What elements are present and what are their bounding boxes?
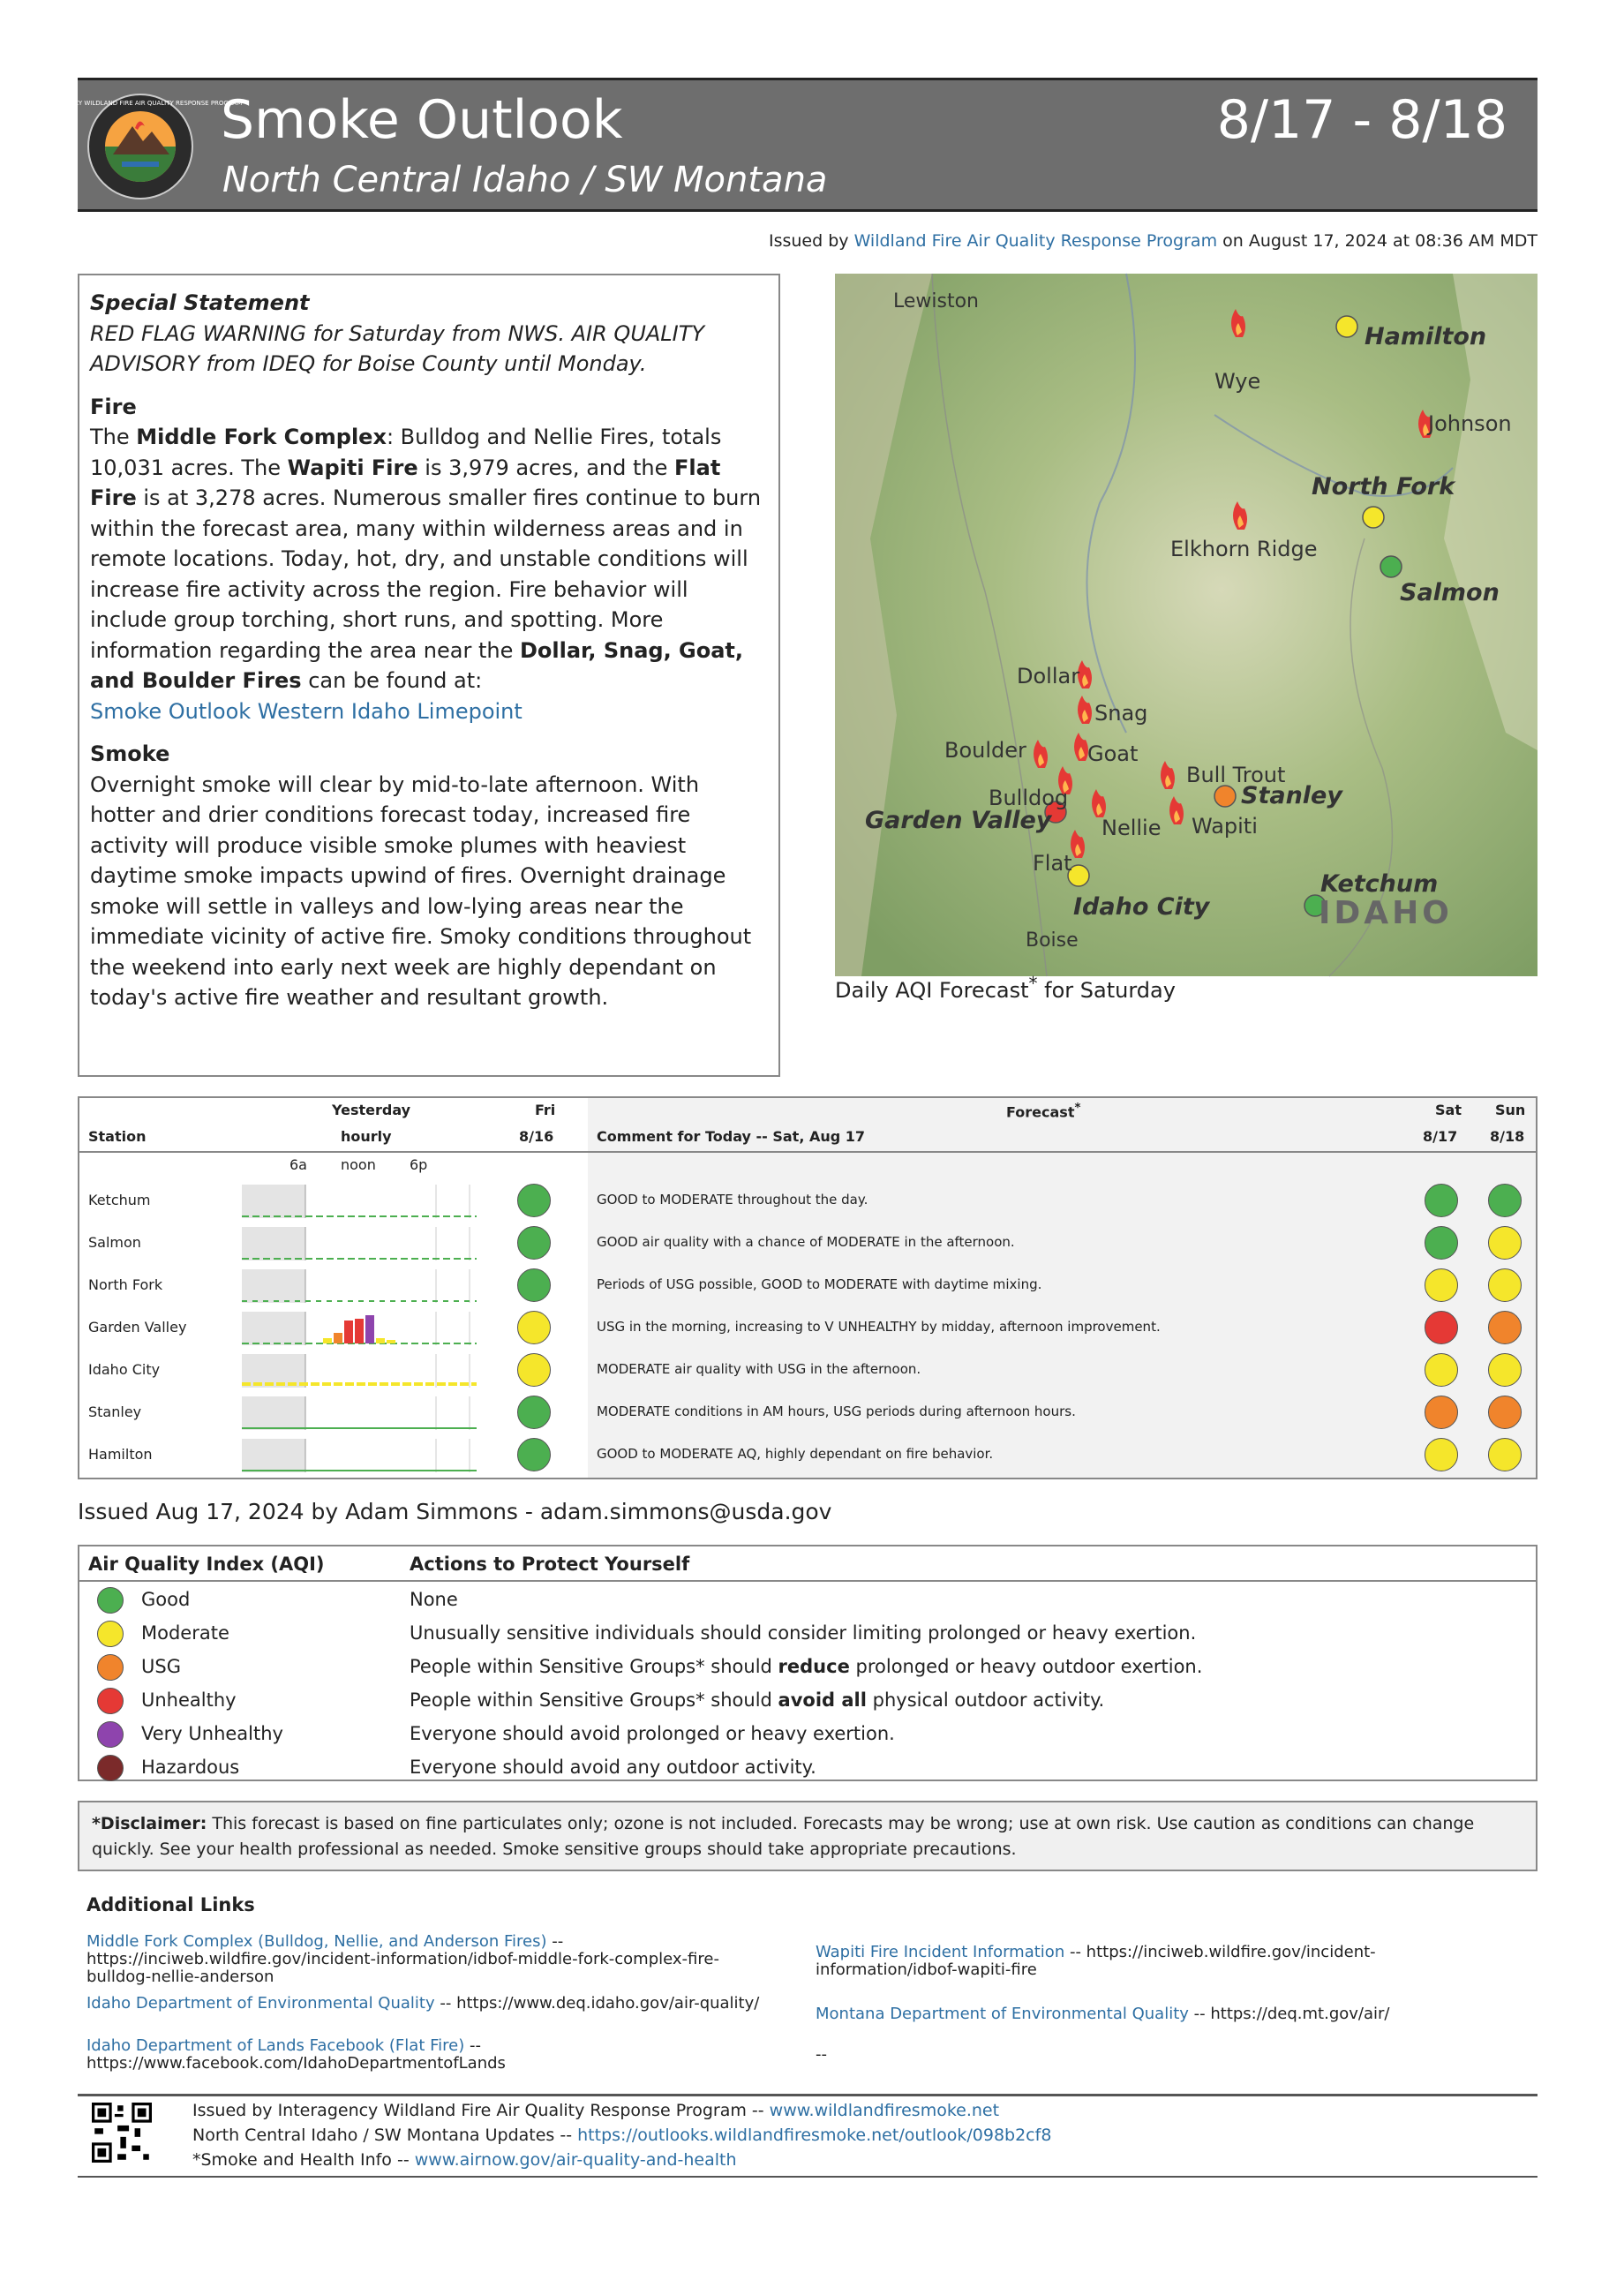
hourly-sparkline: [242, 1396, 477, 1430]
fri-aqi-dot: [517, 1396, 551, 1429]
smoke-text: Overnight smoke will clear by mid-to-late afternoon. With hotter and drier conditions forecast today, increased fire activity will produce visible smoke plumes with heaviest daytime smoke impacts upwind of fires. Overnight drainage smoke will settle in valleys and low-lying areas near the immediate vicinity of active fire. Smoky conditions throughout the weekend into early next week are highly dependant on today's active fire weather and resultant growth.: [90, 771, 752, 1010]
hourly-sparkline: [242, 1185, 477, 1218]
sat-aqi-dot: [1425, 1353, 1458, 1387]
link-montana-deq[interactable]: Montana Department of Environmental Quality: [816, 2005, 1189, 2023]
disclaimer-label: *Disclaimer:: [92, 1814, 207, 1833]
fire-b4: Dollar, Snag, Goat, and Boulder Fires: [90, 637, 744, 693]
aqi-action: [410, 1589, 458, 1610]
disclaimer-text: This forecast is based on fine particulates only; ozone is not included. Forecasts may be wrong; use at own risk. Use caution as conditions can change quickly. See your health professional as needed. Smoke sensitive groups should take appropriate precautions.: [92, 1814, 1475, 1859]
map-label-idaho: IDAHO: [1319, 895, 1453, 931]
page-title: Smoke Outlook: [221, 89, 623, 151]
map-label-ketchum: Ketchum: [1320, 870, 1439, 898]
fri-aqi-dot: [517, 1353, 551, 1387]
map-label-wapiti: Wapiti: [1192, 814, 1258, 839]
header-forecast-sup: *: [1074, 1102, 1081, 1115]
header-fri: Fri: [535, 1102, 556, 1118]
aqi-row: [79, 1617, 1536, 1651]
sun-aqi-dot: [1488, 1226, 1522, 1260]
aqi-level-name: Moderate: [141, 1622, 229, 1644]
fire-b2: Wapiti Fire: [287, 455, 418, 480]
link-item: [86, 1995, 784, 2013]
sun-aqi-dot: [1488, 1438, 1522, 1471]
station-name: Ketchum: [88, 1192, 151, 1208]
header-sat-date: 8/17: [1423, 1128, 1458, 1145]
header-banner: [38, 78, 1538, 212]
fire-b3: Flat Fire: [90, 455, 721, 510]
header-yesterday: Yesterday: [332, 1102, 411, 1118]
aqi-action: [410, 1689, 1104, 1711]
map-label-elkhorn: Elkhorn Ridge: [1170, 537, 1318, 561]
aqi-action: [410, 1757, 816, 1778]
station-name: Hamilton: [88, 1446, 153, 1463]
fire-title: Fire: [90, 394, 137, 419]
link-url: -- https://inciweb.wildfire.gov/incident-information/idbof-wapiti-fire: [816, 1943, 1376, 1979]
fire-p1: The: [90, 425, 137, 449]
aqi-station-dot: [1336, 316, 1357, 337]
limepoint-link[interactable]: Smoke Outlook Western Idaho Limepoint: [90, 698, 523, 724]
row-comment: GOOD air quality with a chance of MODERATE in the afternoon.: [597, 1234, 1015, 1250]
link-idaho-deq[interactable]: Idaho Department of Environmental Quality: [86, 1994, 435, 2013]
statement-box: [78, 274, 780, 1077]
aqi-station-dot: [1214, 786, 1236, 807]
sat-aqi-dot: [1425, 1438, 1458, 1471]
sat-aqi-dot: [1425, 1311, 1458, 1344]
fire-p4: is at 3,278 acres. Numerous smaller fires continue to burn within the forecast area, many within wilderness areas and in remote locations. Today, hot, dry, and unstable conditions will increase fire activity across the region. Fire behavior will include group torching, short runs, and spotting. More information regarding the area near the: [90, 485, 762, 663]
hourly-sparkline: [242, 1227, 477, 1260]
table-row: [79, 1264, 1536, 1306]
map-label-stanley: Stanley: [1241, 782, 1342, 809]
header-sun: Sun: [1495, 1102, 1526, 1118]
link-url: --: [816, 2045, 827, 2064]
fri-aqi-dot: [517, 1438, 551, 1471]
station-forecast-table: [78, 1096, 1538, 1479]
special-statement-text: RED FLAG WARNING for Saturday from NWS. AIR QUALITY ADVISORY from IDEQ for Boise County until Monday.: [90, 320, 705, 376]
fri-aqi-dot: [517, 1184, 551, 1217]
map-label-bulldog: Bulldog: [989, 786, 1069, 810]
region-subtitle: North Central Idaho / SW Montana: [222, 160, 828, 200]
footer-line-1: [192, 2101, 999, 2120]
hourly-sparkline: [242, 1354, 477, 1388]
aqi-station-dot: [1380, 556, 1402, 577]
aqi-level-name: Hazardous: [141, 1757, 240, 1778]
map-caption-sup: *: [1028, 973, 1038, 994]
link-item: [816, 2005, 1513, 2023]
header-forecast: [1006, 1102, 1080, 1120]
link-url: -- https://www.facebook.com/IdahoDepartmentofLands: [86, 2036, 506, 2073]
table-header-rule: [79, 1151, 1536, 1153]
aqi-row: [79, 1718, 1536, 1751]
aqi-map: [835, 274, 1538, 976]
aqi-station-dot: [1363, 507, 1384, 528]
map-label-nellie: Nellie: [1101, 816, 1162, 840]
row-comment: GOOD to MODERATE AQ, highly dependant on fire behavior.: [597, 1446, 994, 1462]
aqi-header-rule: [79, 1580, 1536, 1582]
link-url: -- https://deq.mt.gov/air/: [1188, 2005, 1390, 2023]
table-row: [79, 1306, 1536, 1349]
sun-aqi-dot: [1488, 1184, 1522, 1217]
link-middle-fork[interactable]: Middle Fork Complex (Bulldog, Nellie, and Anderson Fires): [86, 1932, 547, 1951]
footer-line-1-text: Issued by Interagency Wildland Fire Air Quality Response Program --: [192, 2101, 770, 2120]
disclaimer-box: [78, 1801, 1538, 1871]
aqi-action-pre: People within Sensitive Groups* should: [410, 1689, 778, 1711]
sat-aqi-dot: [1425, 1396, 1458, 1429]
special-statement-title: Special Statement: [90, 290, 310, 315]
map-svg: [835, 274, 1538, 976]
footer-link-wildlandfiresmoke[interactable]: www.wildlandfiresmoke.net: [769, 2101, 1000, 2120]
map-label-dollar: Dollar: [1017, 664, 1080, 688]
sun-aqi-dot: [1488, 1396, 1522, 1429]
station-name: Idaho City: [88, 1361, 161, 1378]
header-forecast-text: Forecast: [1006, 1103, 1075, 1121]
link-idaho-lands[interactable]: Idaho Department of Lands Facebook (Flat Fire): [86, 2036, 465, 2055]
aqi-action-pre: None: [410, 1589, 458, 1610]
smoke-title: Smoke: [90, 741, 170, 766]
map-label-north-fork: North Fork: [1312, 473, 1455, 500]
hourly-sparkline: [242, 1312, 477, 1345]
aqi-level-name: Good: [141, 1589, 191, 1610]
aqi-header-index: Air Quality Index (AQI): [88, 1554, 325, 1575]
footer-rule-top: [78, 2094, 1538, 2096]
link-item: [816, 1944, 1513, 1979]
aqi-color-dot: [97, 1721, 124, 1748]
footer-line-3: [192, 2150, 737, 2170]
aqi-action-bold: reduce: [778, 1656, 850, 1677]
aqi-color-dot: [97, 1587, 124, 1614]
link-url: -- https://inciweb.wildfire.gov/incident-information/idbof-middle-fork-complex-fire-bulldog-nellie-anderson: [86, 1932, 719, 1986]
qr-code-icon: [92, 2103, 152, 2163]
map-label-garden-valley: Garden Valley: [865, 807, 1052, 834]
map-caption-post: for Saturday: [1037, 978, 1176, 1003]
aqi-action-pre: Everyone should avoid any outdoor activity.: [410, 1757, 816, 1778]
aqi-action: [410, 1723, 895, 1744]
aqi-color-dot: [97, 1654, 124, 1681]
map-label-johnson: Johnson: [1428, 411, 1512, 436]
hourly-sparkline: [242, 1439, 477, 1472]
header-sun-date: 8/18: [1490, 1128, 1525, 1145]
tick-6p: 6p: [410, 1156, 428, 1173]
footer-link-outlook[interactable]: https://outlooks.wildlandfiresmoke.net/outlook/098b2cf8: [577, 2126, 1052, 2145]
sat-aqi-dot: [1425, 1268, 1458, 1302]
station-name: Garden Valley: [88, 1319, 187, 1336]
header-station: Station: [88, 1128, 147, 1145]
row-comment: USG in the morning, increasing to V UNHEALTHY by midday, afternoon improvement.: [597, 1319, 1161, 1335]
table-row: [79, 1433, 1536, 1476]
aqi-color-dot: [97, 1755, 124, 1781]
sun-aqi-dot: [1488, 1268, 1522, 1302]
sat-aqi-dot: [1425, 1184, 1458, 1217]
row-comment: MODERATE conditions in AM hours, USG periods during afternoon hours.: [597, 1403, 1076, 1419]
fire-b1: Middle Fork Complex: [136, 425, 387, 449]
table-row: [79, 1349, 1536, 1391]
hourly-sparkline: [242, 1269, 477, 1303]
logo-text: INTERAGENCY WILDLAND FIRE AIR QUALITY RESPONSE PROGRAM: [38, 100, 243, 107]
aqi-level-name: Very Unhealthy: [141, 1723, 283, 1744]
aqi-row: [79, 1584, 1536, 1617]
aqi-row: [79, 1651, 1536, 1684]
aqi-action-pre: Everyone should avoid prolonged or heavy exertion.: [410, 1723, 895, 1744]
link-wapiti[interactable]: Wapiti Fire Incident Information: [816, 1943, 1065, 1961]
issued-suffix: on August 17, 2024 at 08:36 AM MDT: [1217, 231, 1538, 251]
program-link[interactable]: Wildland Fire Air Quality Response Program: [853, 231, 1218, 251]
aqi-action: [410, 1656, 1202, 1677]
sun-aqi-dot: [1488, 1353, 1522, 1387]
aqi-legend-table: [78, 1545, 1538, 1781]
station-name: North Fork: [88, 1276, 163, 1293]
link-item: [816, 2046, 1513, 2064]
aqi-action-post: prolonged or heavy outdoor exertion.: [849, 1656, 1203, 1677]
row-comment: GOOD to MODERATE throughout the day.: [597, 1192, 868, 1208]
map-label-salmon: Salmon: [1400, 579, 1500, 606]
aqi-action-post: physical outdoor activity.: [866, 1689, 1105, 1711]
header-comment: Comment for Today -- Sat, Aug 17: [597, 1128, 866, 1145]
aqi-action-pre: Unusually sensitive individuals should consider limiting prolonged or heavy exertion.: [410, 1622, 1197, 1644]
aqi-level-name: Unhealthy: [141, 1689, 237, 1711]
station-name: Stanley: [88, 1403, 142, 1420]
map-label-idaho-city: Idaho City: [1073, 893, 1210, 921]
date-range: 8/17 - 8/18: [1216, 89, 1507, 151]
table-row: [79, 1391, 1536, 1433]
sat-aqi-dot: [1425, 1226, 1458, 1260]
map-caption-text: Daily AQI Forecast: [835, 978, 1029, 1003]
map-label-snag: Snag: [1094, 701, 1148, 726]
map-label-flat: Flat: [1033, 851, 1072, 876]
links-title: Additional Links: [86, 1894, 255, 1915]
map-label-hamilton: Hamilton: [1365, 323, 1487, 350]
fri-aqi-dot: [517, 1268, 551, 1302]
sun-aqi-dot: [1488, 1311, 1522, 1344]
link-item: [86, 2037, 784, 2073]
fire-p3: is 3,979 acres, and the: [417, 455, 674, 480]
link-item: [86, 1933, 784, 1986]
footer-line-2: [192, 2126, 1051, 2145]
table-row: [79, 1222, 1536, 1264]
map-label-boise: Boise: [1026, 929, 1079, 952]
tick-6a: 6a: [289, 1156, 307, 1173]
fire-p2: : Bulldog and Nellie Fires, totals 10,031 acres. The: [90, 425, 722, 480]
issued-by: Issued Aug 17, 2024 by Adam Simmons - adam.simmons@usda.gov: [78, 1499, 832, 1524]
footer-link-airnow[interactable]: www.airnow.gov/air-quality-and-health: [414, 2150, 737, 2170]
map-label-lewiston: Lewiston: [893, 290, 980, 312]
map-label-wye: Wye: [1214, 369, 1261, 394]
fri-aqi-dot: [517, 1226, 551, 1260]
program-logo: [38, 93, 243, 200]
aqi-action-pre: People within Sensitive Groups* should: [410, 1656, 778, 1677]
fire-p5: can be found at:: [301, 668, 483, 693]
link-url: -- https://www.deq.idaho.gov/air-quality/: [434, 1994, 760, 2013]
fire-text: [90, 422, 768, 726]
issued-line: [769, 231, 1538, 251]
aqi-row: [79, 1684, 1536, 1718]
aqi-header-actions: Actions to Protect Yourself: [410, 1554, 690, 1575]
table-row: [79, 1179, 1536, 1222]
station-name: Salmon: [88, 1234, 141, 1251]
row-comment: MODERATE air quality with USG in the afternoon.: [597, 1361, 921, 1377]
aqi-action: [410, 1622, 1196, 1644]
footer-line-2-text: North Central Idaho / SW Montana Updates --: [192, 2126, 578, 2145]
aqi-color-dot: [97, 1621, 124, 1647]
header-sat: Sat: [1435, 1102, 1462, 1118]
footer-rule-bottom: [78, 2176, 1538, 2178]
aqi-action-bold: avoid all: [778, 1689, 867, 1711]
aqi-row: [79, 1751, 1536, 1785]
map-label-boulder: Boulder: [944, 738, 1026, 763]
issued-prefix: Issued by: [768, 231, 854, 251]
tick-noon: noon: [341, 1156, 376, 1173]
fri-aqi-dot: [517, 1311, 551, 1344]
map-caption: [835, 973, 1176, 1003]
map-label-goat: Goat: [1087, 741, 1139, 766]
header-hourly: hourly: [341, 1128, 392, 1145]
aqi-level-name: USG: [141, 1656, 181, 1677]
map-label-bull-trout: Bull Trout: [1186, 763, 1286, 787]
row-comment: Periods of USG possible, GOOD to MODERATE with daytime mixing.: [597, 1276, 1042, 1292]
header-fri-date: 8/16: [519, 1128, 554, 1145]
footer-line-3-text: *Smoke and Health Info --: [192, 2150, 415, 2170]
aqi-color-dot: [97, 1688, 124, 1714]
